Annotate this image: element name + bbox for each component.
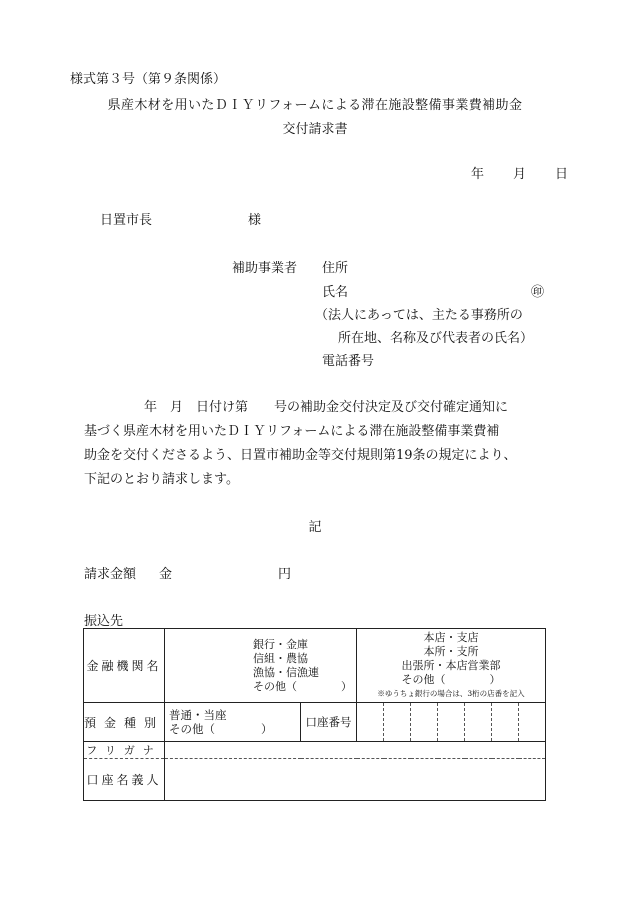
deposit-type-option: その他（ ） xyxy=(169,722,273,736)
institution-type-option: 漁協・信漁連 xyxy=(253,665,319,679)
account-digit-cell[interactable] xyxy=(492,703,519,742)
deposit-type-options xyxy=(165,703,301,742)
request-amount-prefix: 金 xyxy=(159,567,173,582)
institution-type-option: 銀行・金庫 xyxy=(253,637,308,651)
account-holder-row xyxy=(84,759,546,801)
transfer-heading: 振込先 xyxy=(84,614,124,629)
account-holder-label: 口座名義人 xyxy=(84,759,165,801)
date-line: 年 月 日 xyxy=(471,167,577,182)
institution-label: 金融機関名 xyxy=(84,629,165,703)
branch-type-option: 本所・支所 xyxy=(423,644,479,658)
body-line-1: 年 月 日付け第 号の補助金交付決定及び交付確定通知に xyxy=(144,400,509,415)
request-amount-unit: 円 xyxy=(278,567,292,582)
institution-row xyxy=(84,629,546,703)
institution-type-option: その他（ ） xyxy=(253,679,352,693)
account-number-label: 口座番号 xyxy=(301,703,357,742)
corporate-note-line2: 所在地、名称及び代表者の氏名） xyxy=(338,331,534,346)
furigana-field[interactable] xyxy=(165,742,546,759)
institution-type-option: 信組・農協 xyxy=(253,651,308,665)
branch-type-option: 出張所・本店営業部 xyxy=(401,658,501,672)
account-digit-cell[interactable] xyxy=(465,703,492,742)
branch-type-option: 本店・支店 xyxy=(423,630,479,644)
name-label: 氏名 xyxy=(322,285,349,300)
body-line-2: 基づく県産木材を用いたＤＩＹリフォームによる滞在施設整備事業費補 xyxy=(84,424,500,439)
document-title: 県産木材を用いたＤＩＹリフォームによる滞在施設整備事業費補助金 xyxy=(107,98,523,113)
body-line-3: 助金を交付くださるよう、日置市補助金等交付規則第19条の規定により、 xyxy=(84,448,517,463)
form-number: 様式第３号（第９条関係） xyxy=(70,72,227,87)
seal-mark: ㊞ xyxy=(531,285,545,300)
furigana-label: フリガナ xyxy=(84,742,165,759)
account-digit-cell[interactable] xyxy=(411,703,438,742)
furigana-row xyxy=(84,742,546,759)
corporate-note-line1: （法人にあっては、主たる事務所の xyxy=(315,308,523,323)
addressee-name: 日置市長 xyxy=(100,213,153,228)
deposit-row xyxy=(84,703,546,742)
account-digit-cell[interactable] xyxy=(438,703,465,742)
addressee-honorific: 様 xyxy=(248,213,262,228)
body-paragraph xyxy=(84,396,574,492)
ki-heading: 記 xyxy=(308,520,322,535)
branch-types xyxy=(357,629,546,703)
address-label: 住所 xyxy=(322,261,349,276)
bank-account-table xyxy=(83,628,546,801)
account-holder-field[interactable] xyxy=(165,759,546,801)
yucho-note: ※ゆうちょ銀行の場合は、3桁の店番を記入 xyxy=(377,688,525,698)
applicant-role-label: 補助事業者 xyxy=(232,261,298,276)
institution-types xyxy=(165,629,357,703)
account-digit-cell[interactable] xyxy=(519,703,546,742)
branch-type-option: その他（ ） xyxy=(401,672,501,686)
phone-label: 電話番号 xyxy=(322,354,375,369)
account-digit-cell[interactable] xyxy=(357,703,384,742)
account-digit-cell[interactable] xyxy=(384,703,411,742)
request-amount-label: 請求金額 xyxy=(84,567,137,582)
deposit-type-option: 普通・当座 xyxy=(169,708,227,722)
deposit-type-label: 預金種別 xyxy=(84,703,165,742)
document-subtitle: 交付請求書 xyxy=(282,122,348,137)
body-line-4: 下記のとおり請求します。 xyxy=(84,472,239,487)
